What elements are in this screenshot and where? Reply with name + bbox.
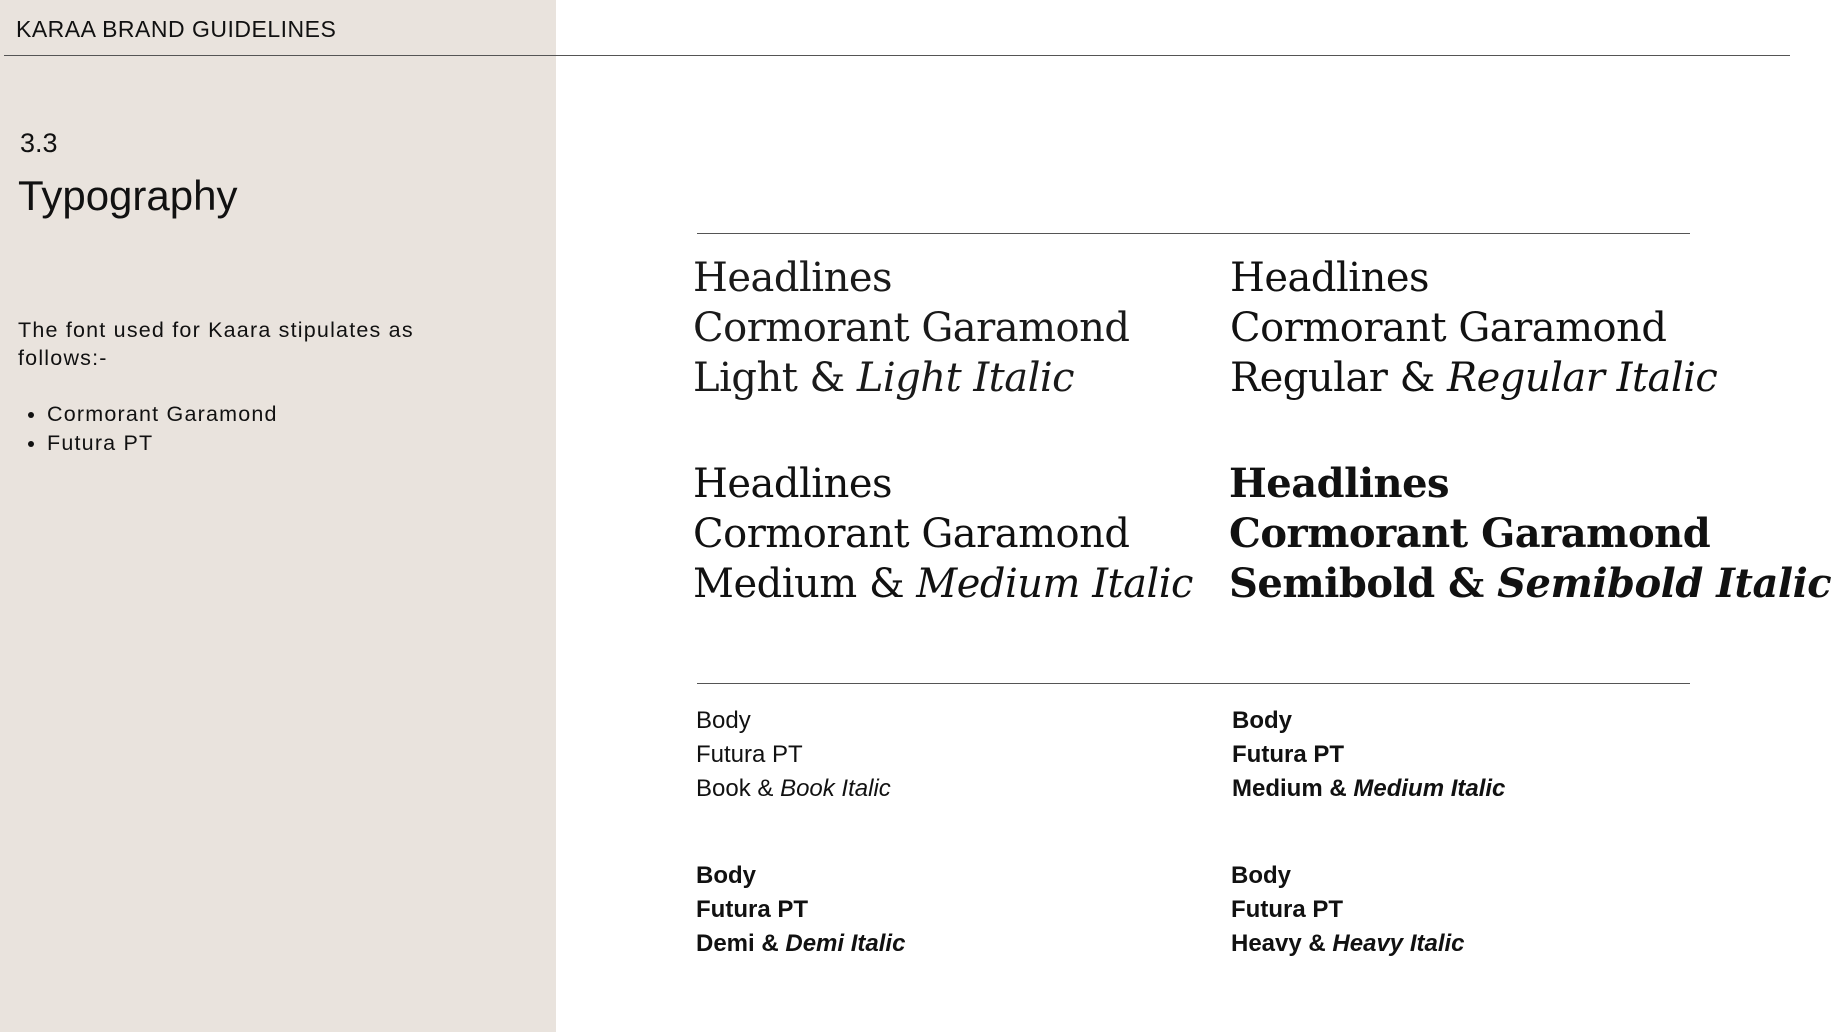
specimen-label: Headlines [1230, 255, 1430, 301]
sidebar-panel [0, 0, 556, 1032]
list-item: • Cormorant Garamond [47, 400, 278, 429]
specimen-label: Body [1231, 862, 1291, 889]
specimen-label: Body [696, 862, 756, 889]
font-list [18, 400, 278, 458]
specimen-family: Cormorant Garamond [693, 511, 1130, 557]
specimen-family: Futura PT [1232, 741, 1344, 768]
specimen-family: Cormorant Garamond [1230, 305, 1667, 351]
specimen-label: Headlines [1229, 460, 1450, 507]
body-divider [697, 683, 1690, 684]
specimen-weights: Book & Book Italic [696, 775, 891, 802]
brand-title: KARAA BRAND GUIDELINES [16, 16, 337, 42]
specimen-family: Futura PT [696, 896, 808, 923]
body-specimen-medium [1232, 704, 1505, 806]
specimen-weights: Light & Light Italic [693, 355, 1075, 401]
specimen-label: Body [696, 707, 751, 734]
specimen-label: Headlines [693, 461, 893, 507]
specimen-label: Headlines [693, 255, 893, 301]
body-specimen-book [696, 704, 891, 806]
specimen-weights: Regular & Regular Italic [1230, 355, 1718, 401]
specimen-weights: Medium & Medium Italic [693, 561, 1193, 607]
headline-specimen-regular [1230, 253, 1717, 403]
header-divider [4, 55, 1790, 56]
specimen-family: Futura PT [1231, 896, 1343, 923]
body-specimen-heavy [1231, 859, 1465, 961]
intro-text: The font used for Kaara stipulates as follows:- [18, 318, 414, 370]
section-number: 3.3 [20, 128, 58, 158]
specimen-family: Cormorant Garamond [693, 305, 1130, 351]
page-title: Typography [18, 172, 238, 219]
specimen-family: Cormorant Garamond [1229, 510, 1711, 557]
specimen-family: Futura PT [696, 741, 803, 768]
headlines-divider [697, 233, 1690, 234]
specimen-weights: Medium & Medium Italic [1232, 775, 1506, 802]
headline-specimen-medium [693, 459, 1193, 609]
headline-specimen-semibold [1229, 459, 1831, 609]
body-specimen-demi [696, 859, 905, 961]
specimen-label: Body [1232, 707, 1292, 734]
headline-specimen-light [693, 253, 1130, 403]
list-item: • Futura PT [47, 429, 278, 458]
specimen-weights: Demi & Demi Italic [696, 930, 906, 957]
specimen-weights: Heavy & Heavy Italic [1231, 930, 1465, 957]
specimen-weights: Semibold & Semibold Italic [1229, 560, 1831, 607]
